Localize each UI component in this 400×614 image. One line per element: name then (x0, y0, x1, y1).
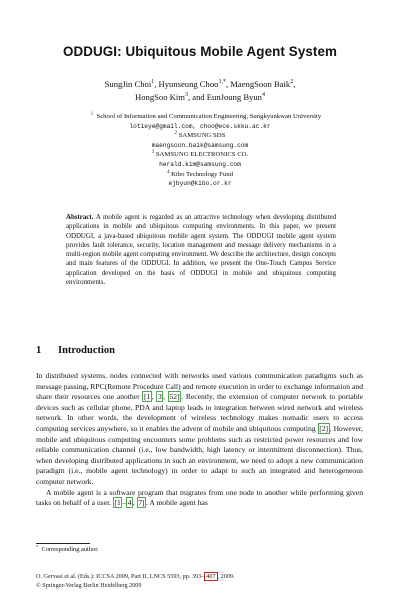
citation-link[interactable]: [1 (114, 498, 121, 508)
author-line-2: HongSoo Kim$^3$, and EunJoung Byun$^4$ (135, 92, 265, 102)
abstract (66, 213, 336, 287)
footnote-rule (36, 543, 90, 544)
affiliations (0, 112, 400, 189)
publication-footer (36, 573, 235, 590)
affiliation-1-email[interactable]: lotieye@gmail.com, choo@ece.skku.ac.kr (129, 122, 271, 130)
affiliation-2: $^2$ SAMSUNG SDS (174, 130, 226, 140)
paragraph: A mobile agent is a software program that migrates from one node to another while performing given tasks on behalf of a user. [1 – 4 , 7] . A mobile agent has (36, 487, 363, 508)
citation-link[interactable]: 4 (127, 498, 132, 508)
citation-link[interactable]: [2] (319, 423, 329, 433)
abstract-text: A mobile agent is regarded as an attractive technology when developing distributed applications in mobile and ubiquitous computing environments. In this paper, we present ODDUGI, a java-based ubiquitous mobile agent system. The ODDUGI mobile agent system provides fault tolerance, security, location management and message delivery mechanisms in a multi-region mobile agent computing environment. We describe the architecture, design concepts and main features of the ODDUGI. In addition, we present the One-Touch Campus Service application developed on the basis of ODDUGI in mobile and ubiquitous computing environments. (66, 214, 337, 287)
affiliation-3: $^3$ SAMSUNG ELECTRONICS CO. (151, 150, 249, 159)
affiliation-2-email[interactable]: maengsoon.baik@samsung.com (151, 141, 249, 149)
section-heading (36, 345, 115, 356)
affiliation-4: $^4$ Kibo Technology Fund (167, 169, 233, 178)
citation-link[interactable]: 52] (169, 392, 180, 402)
paragraph: In distributed systems, nodes connected with networks used various communication paradigms such as message passing, RPC(Remote Procedure Call) and remote execution in order to exchange information and share their resources one another [1 , 3 , 52] . Recently, the extension of computer network to portable devices such as cellular phone, PDA and laptop leads to integration between wired network and wireless network. In other words, the development of wireless technology makes nomadic users to access computing services anywhere, so it enables the advent of mobile and ubiquitous computing [2] . However, mobile and ubiquitous computing encounters some problems such as restricted power resources and low reliable communication channel (i.e., low bandwidth, high latency or intermittent disconnection). Thus, when developing distributed applications in such an environment, we need to adopt a new communication paradigm (i.e., mobile agent technology) in order to adapt to such an integrated and heterogeneous computer network. (36, 371, 364, 486)
page-range-link[interactable]: 407 (206, 573, 216, 580)
author-list (0, 78, 400, 104)
paper-title: ODDUGI: Ubiquitous Mobile Agent System (62, 44, 338, 59)
abstract-label: Abstract. (66, 214, 94, 221)
affiliation-1: $^1$ School of Information and Communication Engineering, Sungkyunkwan University (90, 111, 322, 120)
citation-link[interactable]: 7] (138, 498, 145, 508)
copyright-line: © Springer-Verlag Berlin Heidelberg 2009 (36, 581, 142, 589)
body-text (36, 371, 363, 509)
affiliation-4-email[interactable]: ejbyun@kibo.or.kr (168, 180, 232, 188)
citation-line: O. Gervasi et al. (Eds.): ICCSA 2009, Part II, LNCS 5593, pp. 393– 407 , 2009. (36, 573, 235, 580)
citation-link[interactable]: [1 (143, 392, 151, 402)
section-number: 1 (36, 345, 42, 356)
footnote: * Corresponding author. (36, 543, 99, 553)
affiliation-3-email[interactable]: herald.kim@samsung.com (159, 160, 241, 168)
citation-link[interactable]: 3 (157, 392, 162, 402)
author-line-1: SungJin Choi$^1$, Hyunseung Choo$^{1,*}$, MaengSoon Baik$^2$, (104, 79, 296, 89)
section-title: Introduction (58, 345, 115, 356)
